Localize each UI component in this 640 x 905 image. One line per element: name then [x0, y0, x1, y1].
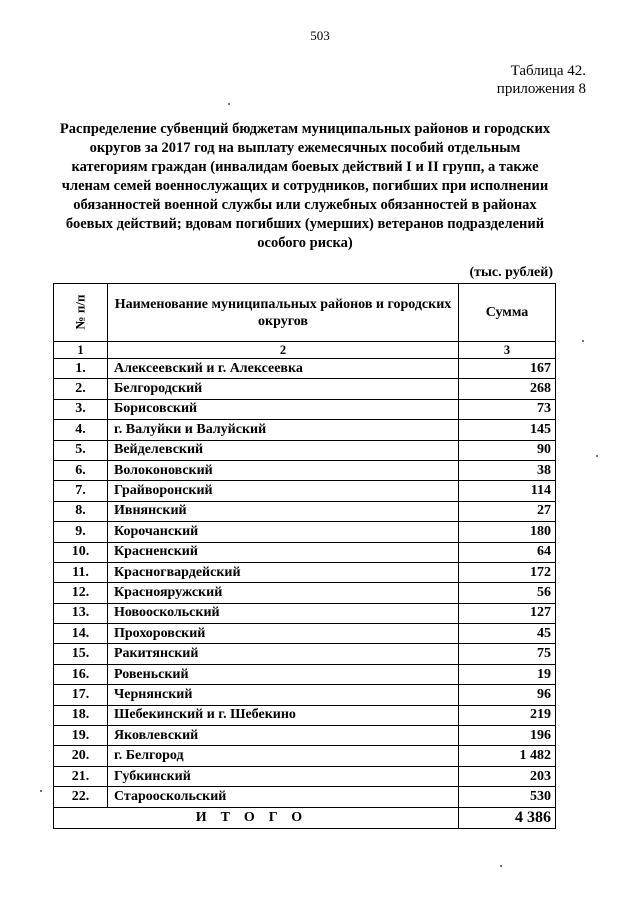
table-row	[54, 787, 556, 807]
row-sum: 75	[459, 644, 556, 664]
row-sum: 45	[459, 624, 556, 644]
row-sum: 145	[459, 420, 556, 440]
row-number: 9.	[54, 522, 108, 542]
column-index: 3	[459, 342, 556, 359]
row-name: Старооскольский	[108, 787, 459, 807]
row-sum: 38	[459, 460, 556, 480]
row-number: 3.	[54, 399, 108, 419]
row-name: Губкинский	[108, 766, 459, 786]
units-label: (тыс. рублей)	[469, 265, 553, 280]
row-number: 16.	[54, 664, 108, 684]
table-row	[54, 420, 556, 440]
table-row	[54, 685, 556, 705]
row-name: Волоконовский	[108, 460, 459, 480]
row-number: 17.	[54, 685, 108, 705]
row-number: 22.	[54, 787, 108, 807]
table-row	[54, 501, 556, 521]
table-row	[54, 603, 556, 623]
row-sum: 172	[459, 562, 556, 582]
table-row	[54, 705, 556, 725]
row-number: 13.	[54, 603, 108, 623]
row-number: 10.	[54, 542, 108, 562]
row-name: Ровеньский	[108, 664, 459, 684]
row-sum: 27	[459, 501, 556, 521]
row-number: 19.	[54, 726, 108, 746]
row-name: Белгородский	[108, 379, 459, 399]
row-sum: 219	[459, 705, 556, 725]
row-name: Грайворонский	[108, 481, 459, 501]
row-number: 20.	[54, 746, 108, 766]
table-row	[54, 726, 556, 746]
header-sum: Сумма	[459, 284, 556, 342]
row-name: Чернянский	[108, 685, 459, 705]
total-label: ИТОГО	[54, 807, 459, 828]
table-row	[54, 624, 556, 644]
row-sum: 114	[459, 481, 556, 501]
scan-speck	[228, 103, 230, 105]
row-number: 8.	[54, 501, 108, 521]
row-sum: 96	[459, 685, 556, 705]
table-row	[54, 542, 556, 562]
row-number: 1.	[54, 359, 108, 379]
row-name: Прохоровский	[108, 624, 459, 644]
row-sum: 530	[459, 787, 556, 807]
row-sum: 203	[459, 766, 556, 786]
row-number: 21.	[54, 766, 108, 786]
header-num: № п/п	[54, 284, 108, 342]
column-index-row	[54, 342, 556, 359]
row-number: 2.	[54, 379, 108, 399]
row-name: Корочанский	[108, 522, 459, 542]
row-name: Красненский	[108, 542, 459, 562]
header-name: Наименование муниципальных районов и городских округов	[108, 284, 459, 342]
scan-speck	[596, 455, 598, 457]
row-name: Ивнянский	[108, 501, 459, 521]
document-title: Распределение субвенций бюджетам муниципальных районов и городских округов за 2017 год на выплату ежемесячных пособий отдельным категориям граждан (инвалидам боевых действий I и II групп, а также членам семей военнослужащих и сотрудников, погибших при исполнении обязанностей военной службы или служебных обязанностей в районах боевых действий; вдовам погибших (умерших) ветеранов подразделений особого риска)	[59, 121, 551, 251]
row-sum: 19	[459, 664, 556, 684]
row-name: Яковлевский	[108, 726, 459, 746]
table-row	[54, 399, 556, 419]
scan-speck	[500, 865, 502, 867]
column-index: 2	[108, 342, 459, 359]
subvention-table	[53, 283, 556, 829]
row-sum: 196	[459, 726, 556, 746]
scan-speck	[582, 340, 584, 342]
table-row	[54, 562, 556, 582]
row-sum: 64	[459, 542, 556, 562]
row-number: 14.	[54, 624, 108, 644]
row-name: г. Белгород	[108, 746, 459, 766]
scan-speck	[40, 790, 42, 792]
total-row	[54, 807, 556, 828]
row-sum: 73	[459, 399, 556, 419]
row-number: 5.	[54, 440, 108, 460]
table-row	[54, 359, 556, 379]
row-sum: 90	[459, 440, 556, 460]
row-sum: 167	[459, 359, 556, 379]
table-row	[54, 766, 556, 786]
row-name: Красногвардейский	[108, 562, 459, 582]
table-row	[54, 746, 556, 766]
row-number: 15.	[54, 644, 108, 664]
table-row	[54, 583, 556, 603]
row-name: Краснояружский	[108, 583, 459, 603]
row-sum: 1 482	[459, 746, 556, 766]
row-number: 11.	[54, 562, 108, 582]
row-name: Вейделевский	[108, 440, 459, 460]
row-number: 4.	[54, 420, 108, 440]
row-name: г. Валуйки и Валуйский	[108, 420, 459, 440]
table-row	[54, 460, 556, 480]
row-number: 18.	[54, 705, 108, 725]
table-ref-line2: приложения 8	[496, 81, 586, 97]
row-name: Ракитянский	[108, 644, 459, 664]
table-row	[54, 664, 556, 684]
total-sum: 4 386	[459, 807, 556, 828]
row-name: Новооскольский	[108, 603, 459, 623]
column-index: 1	[54, 342, 108, 359]
row-sum: 56	[459, 583, 556, 603]
row-name: Шебекинский и г. Шебекино	[108, 705, 459, 725]
table-row	[54, 440, 556, 460]
table-header-row	[54, 284, 556, 342]
row-name: Борисовский	[108, 399, 459, 419]
row-number: 6.	[54, 460, 108, 480]
table-ref-line1: Таблица 42.	[510, 63, 586, 79]
table-row	[54, 379, 556, 399]
table-row	[54, 644, 556, 664]
row-sum: 268	[459, 379, 556, 399]
table-reference	[497, 62, 586, 98]
row-name: Алексеевский и г. Алексеевка	[108, 359, 459, 379]
page-number: 503	[310, 28, 330, 43]
table-row	[54, 481, 556, 501]
row-number: 12.	[54, 583, 108, 603]
table-row	[54, 522, 556, 542]
row-sum: 127	[459, 603, 556, 623]
row-sum: 180	[459, 522, 556, 542]
row-number: 7.	[54, 481, 108, 501]
